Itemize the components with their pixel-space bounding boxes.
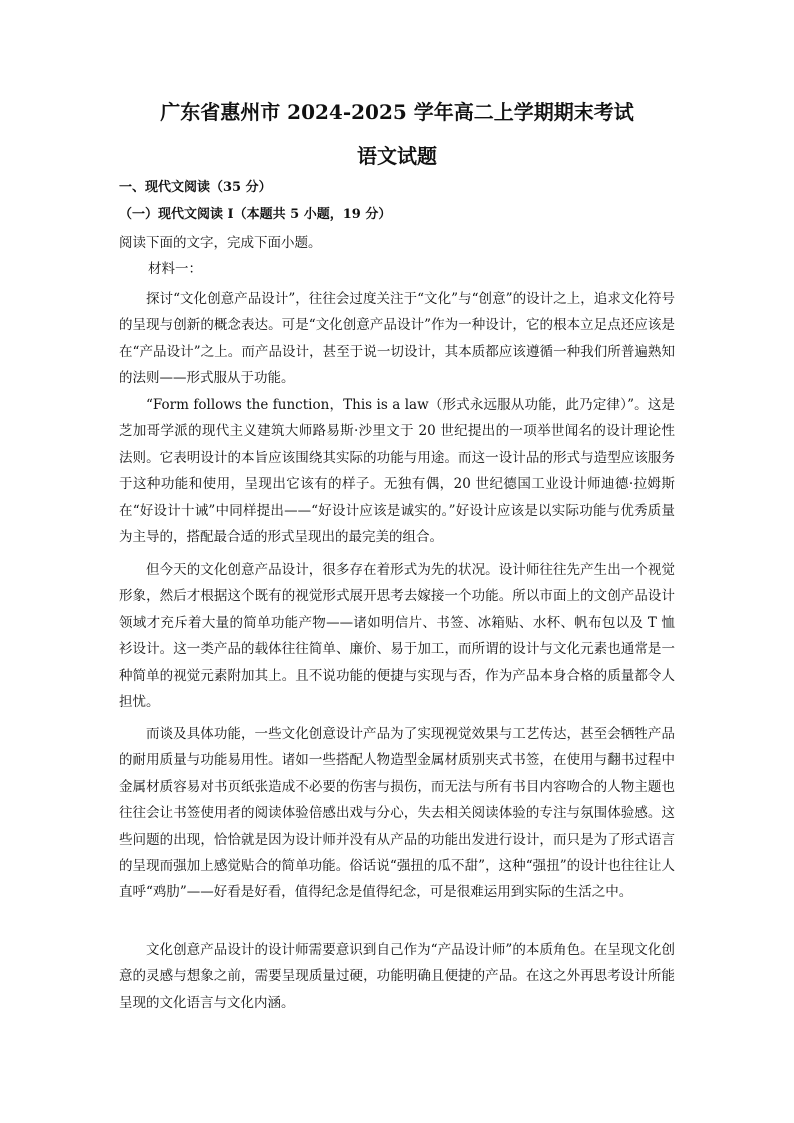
paragraph-5: 文化创意产品设计的设计师需要意识到自己作为“产品设计师”的本质角色。在呈现文化创意的灵感与想象之前，需要呈现质量过硬，功能明确且便捷的产品。在这之外再思考设计所能呈现的文化语言与文化内涵。: [119, 942, 675, 1011]
paragraph-3: 但今天的文化创意产品设计，很多存在着形式为先的状况。设计师往往先产生出一个视觉形象，然后才根据这个既有的视觉形式展开思考去嫁接一个功能。所以市面上的文创产品设计领域才充斥着大量的简单功能产物——诸如明信片、书签、冰箱贴、水杯、帆布包以及 T 恤衫设计。这一类产品的载体往往简单、廉价、易于加工，而所谓的设计与文化元素也通常是一种简单的视觉元素附加其上。且不说功能的便捷与实现与否，作为产品本身合格的质量都令人担忧。: [119, 562, 675, 711]
section-heading-modern-reading: 一、现代文阅读（35 分）: [119, 180, 272, 195]
paragraph-2: “Form follows the function，This is a law（形式永远服从功能，此乃定律）”。这是芝加哥学派的现代主义建筑大师路易斯·沙里文于 20 世纪提出的一项举世闻名的设计理论性法则。它表明设计的本旨应该围绕其实际的功能与用途。而这一设计品的形式与造型应该服务于这种功能和使用，呈现出它该有的样子。无独有偶，20 世纪德国工业设计师迪德·拉姆斯在“好设计十诫”中同样提出——“好设计应该是诚实的。”好设计应该是以实际功能与优秀质量为主导的，搭配最合适的形式呈现出的最完美的组合。: [119, 397, 675, 546]
subsection-heading-reading-1: （一）现代文阅读 I（本题共 5 小题，19 分）: [119, 207, 392, 222]
reading-instruction: 阅读下面的文字，完成下面小题。: [119, 235, 322, 251]
exam-title: 广东省惠州市 2024-2025 学年高二上学期期末考试: [160, 100, 634, 124]
subject-title: 语文试题: [357, 144, 437, 168]
paragraph-4: 而谈及具体功能，一些文化创意设计产品为了实现视觉效果与工艺传达，甚至会牺牲产品的耐用质量与功能易用性。诸如一些搭配人物造型金属材质别夹式书签，在使用与翻书过程中金属材质容易对书页纸张造成不必要的伤害与损伤，而无法与所有书目内容吻合的人物主题也往往会让书签使用者的阅读体验倍感出戏与分心，失去相关阅读体验的专注与氛围体验感。这些问题的出现，恰恰就是因为设计师并没有从产品的功能出发进行设计，而只是为了形式语言的呈现而强加上感觉贴合的简单功能。俗话说“强扭的瓜不甜”，这种“强扭”的设计也往往让人直呼“鸡肋”——好看是好看，值得纪念是值得纪念，可是很难运用到实际的生活之中。: [119, 726, 675, 901]
material-label: 材料一：: [148, 261, 202, 277]
paragraph-1: 探讨“文化创意产品设计”，往往会过度关注于“文化”与“创意”的设计之上，追求文化符号的呈现与创新的概念表达。可是“文化创意产品设计”作为一种设计，它的根本立足点还应该是在“产品设计”之上。而产品设计，甚至于说一切设计，其本质都应该遵循一种我们所普遍熟知的法则——形式服从于功能。: [119, 291, 675, 387]
